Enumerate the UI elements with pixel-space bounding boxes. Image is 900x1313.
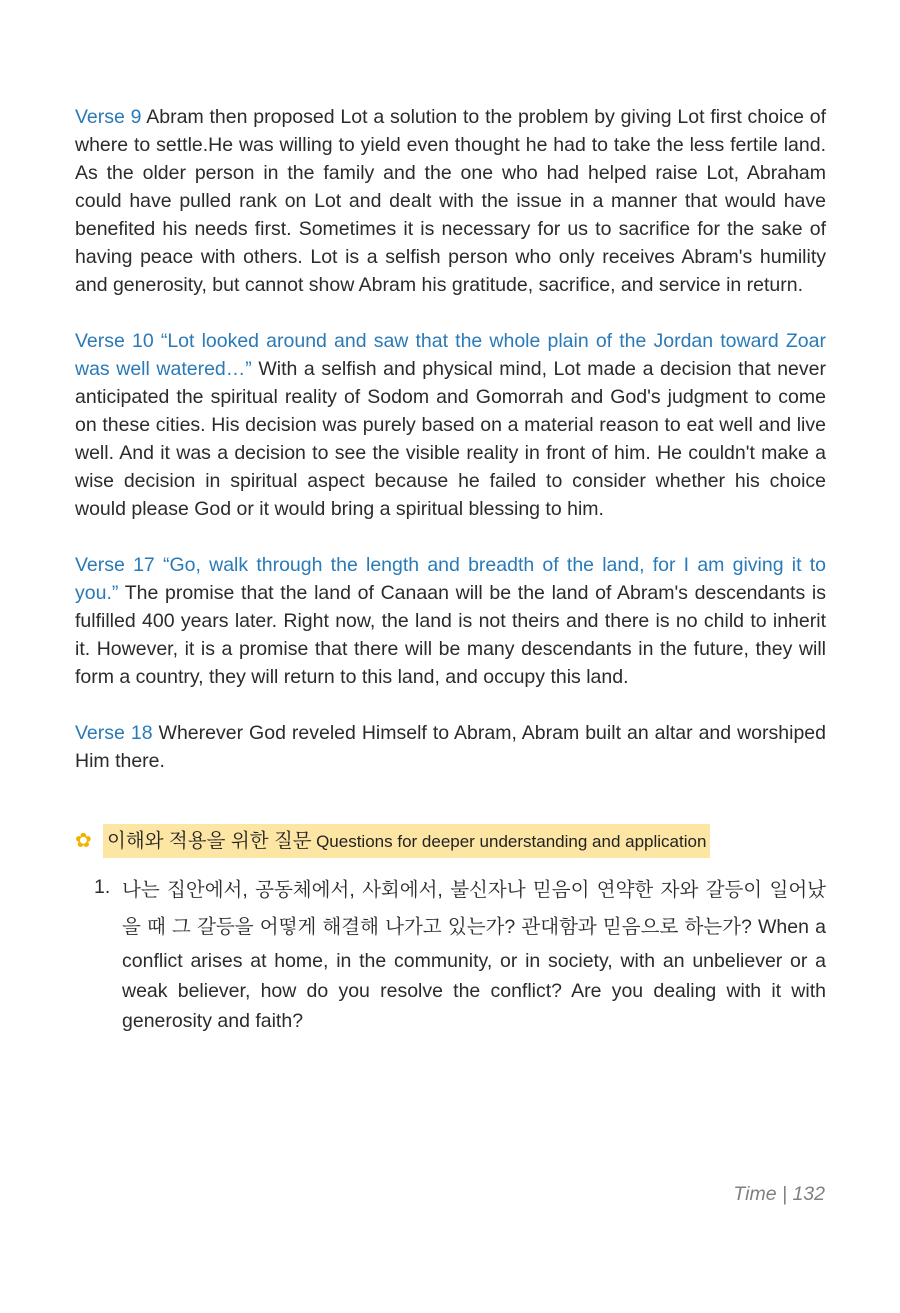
- questions-title-korean: 이해와 적용을 위한 질문: [107, 830, 312, 852]
- questions-title-english: Questions for deeper understanding and application: [316, 832, 707, 851]
- paragraph-text: Abram then proposed Lot a solution to the problem by giving Lot first choice of where to settle.He was willing to yield even thought he had to take the less fertile land. As the older person in the family and the one who had helped raise Lot, Abraham could have pulled rank on Lot and dealt with the issue in a manner that would have benefited his needs first. Sometimes it is necessary for us to sacrifice for the sake of having peace with others. Lot is a selfish person who only receives Abram's humility and generosity, but cannot show Abram his gratitude, sacrifice, and service in return.: [75, 106, 826, 296]
- paragraph-verse-9: [75, 103, 826, 299]
- paragraph-verse-10: [75, 327, 826, 523]
- questions-list: [75, 872, 826, 1036]
- paragraph-text: The promise that the land of Canaan will be the land of Abram's descendants is fulfilled 400 years later. Right now, the land is not theirs and there is no child to inherit it. However, it is a promise that there will be many descendants in the future, they will form a country, they will return to this land, and occupy this land.: [75, 582, 826, 688]
- paragraph-verse-18: [75, 719, 826, 775]
- flower-icon: ✿: [75, 830, 92, 852]
- question-english: When a conflict arises at home, in the community, or in society, with an unbeliever or a weak believer, how do you resolve the conflict? Are you dealing with it with generosity and faith?: [122, 916, 826, 1032]
- questions-header: [75, 824, 826, 858]
- question-number: 1.: [94, 876, 111, 898]
- verse-reference: Verse 9: [75, 106, 142, 128]
- question-korean: 나는 집안에서, 공동체에서, 사회에서, 불신자나 믿음이 연약한 자와 갈등이 일어났을 때 그 갈등을 어떻게 해결해 나가고 있는가? 관대함과 믿음으로 하는가?: [122, 879, 826, 938]
- page-footer: Time | 132: [733, 1183, 825, 1205]
- document-page: [75, 103, 826, 1036]
- questions-title: [103, 824, 710, 858]
- verse-reference: Verse 10 “Lot looked around and saw that the whole plain of the Jordan toward Zoar was well watered…”: [75, 330, 826, 380]
- verse-reference: Verse 18: [75, 722, 153, 744]
- paragraph-verse-17: [75, 551, 826, 691]
- verse-reference: Verse 17 “Go, walk through the length and breadth of the land, for I am giving it to you.”: [75, 554, 826, 604]
- question-item: [75, 872, 826, 1036]
- paragraph-text: With a selfish and physical mind, Lot made a decision that never anticipated the spiritual reality of Sodom and Gomorrah and God's judgment to come on these cities. His decision was purely based on a material reason to eat well and live well. And it was a decision to see the visible reality in front of him. He couldn't make a wise decision in spiritual aspect because he failed to consider whether his choice would please God or it would bring a spiritual blessing to him.: [75, 358, 826, 520]
- paragraph-text: Wherever God reveled Himself to Abram, Abram built an altar and worshiped Him there.: [75, 722, 826, 772]
